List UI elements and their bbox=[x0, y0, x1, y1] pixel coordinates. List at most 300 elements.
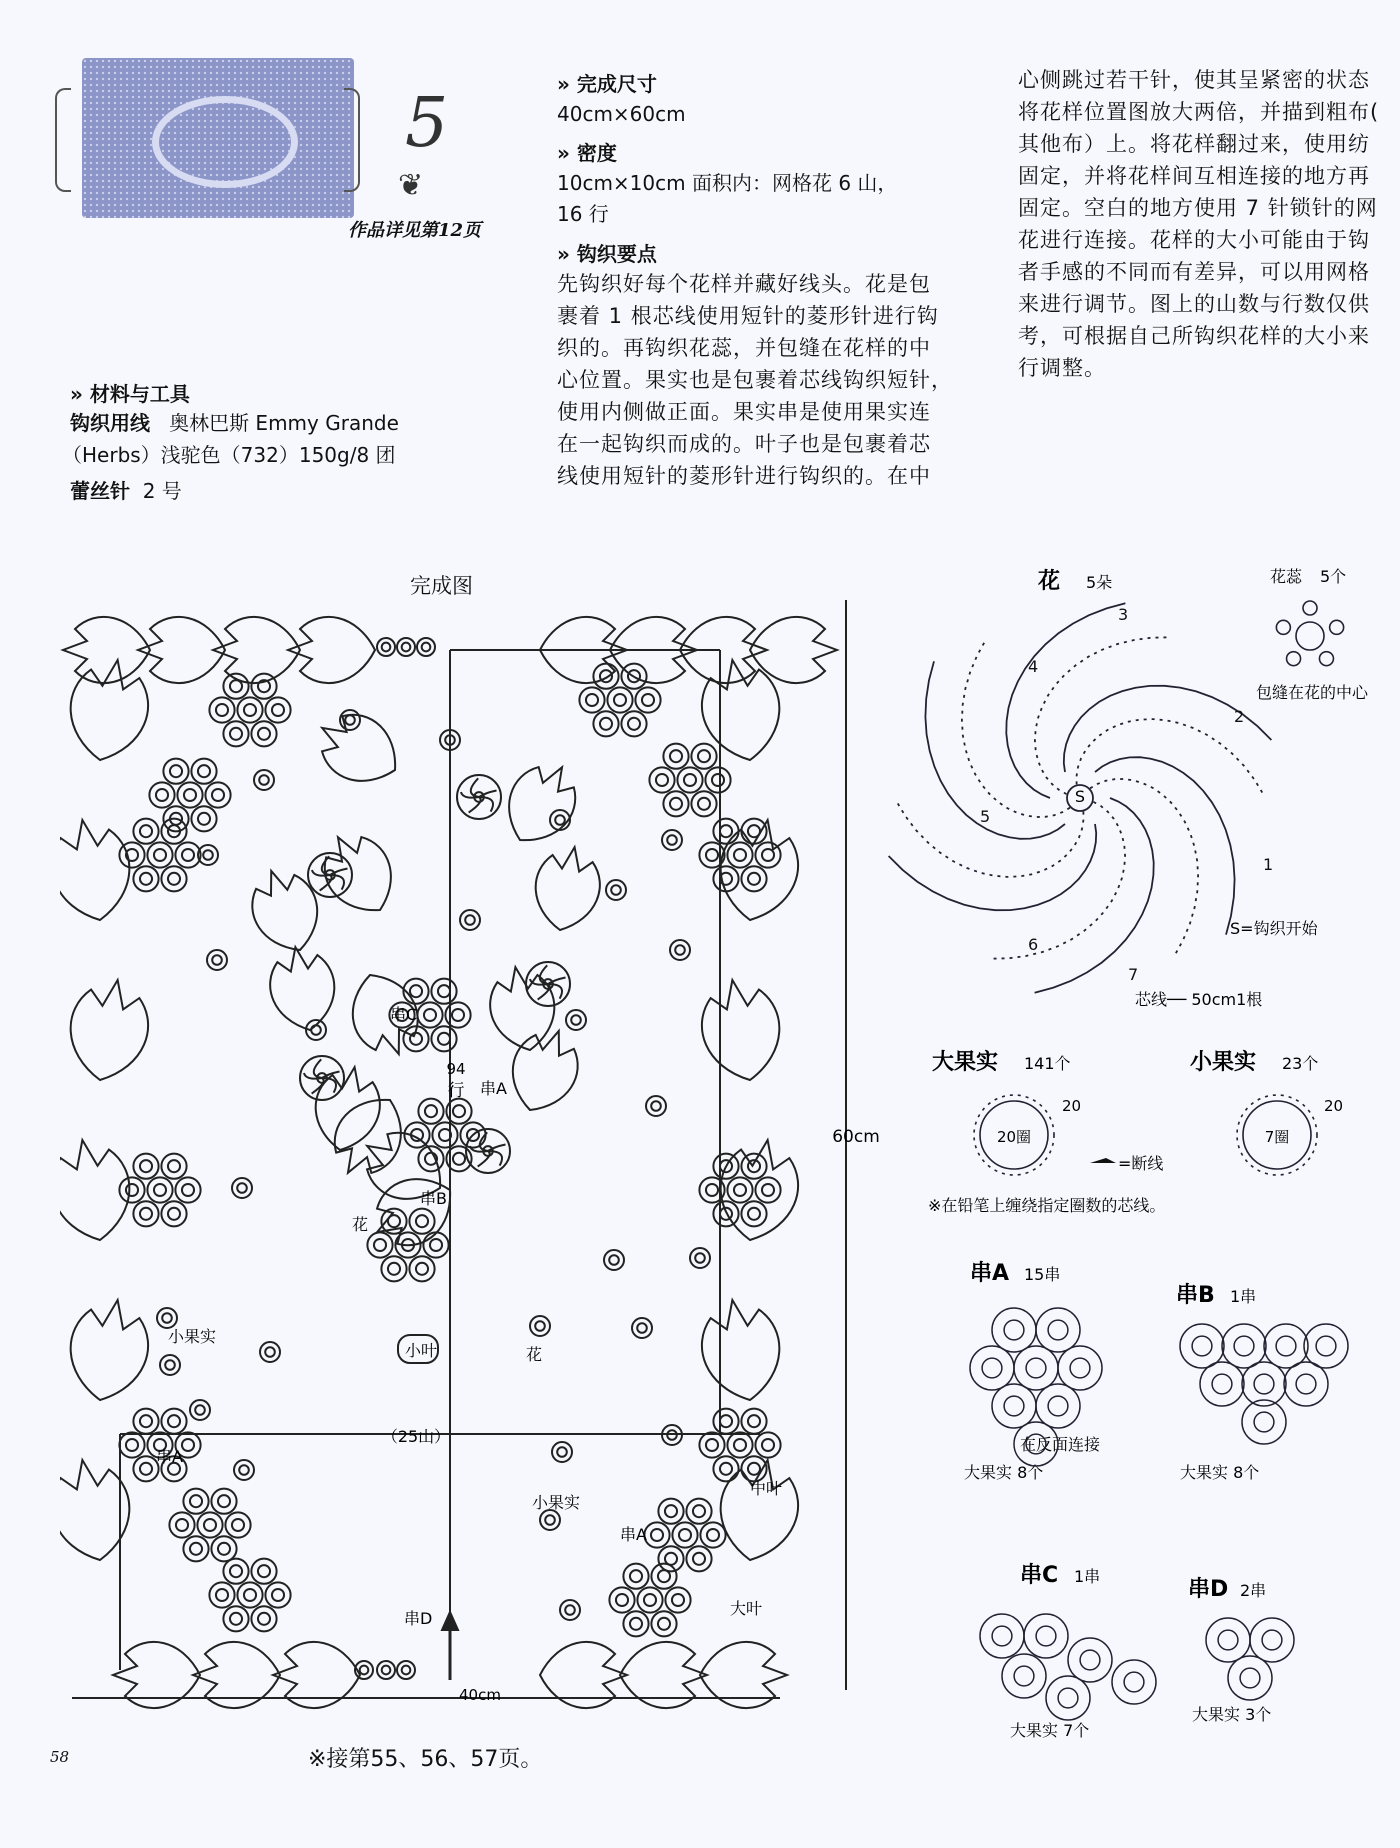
petal-stitches bbox=[1035, 637, 1170, 794]
berry bbox=[161, 1201, 186, 1226]
berry-center bbox=[195, 1405, 205, 1415]
berry bbox=[651, 1564, 676, 1589]
small-fruit bbox=[550, 810, 570, 830]
berry bbox=[665, 1587, 690, 1612]
berry-center bbox=[651, 1101, 661, 1111]
wrap-note: ※在铅笔上缠绕指定圈数的芯线。 bbox=[928, 1196, 1166, 1215]
big-fruit-center bbox=[1014, 1666, 1034, 1686]
berry bbox=[593, 664, 618, 689]
berry-center bbox=[675, 945, 685, 955]
big-fruit-center bbox=[1276, 1336, 1296, 1356]
berry-center bbox=[388, 1263, 400, 1275]
small-fruit bbox=[232, 1178, 252, 1198]
berry bbox=[686, 1546, 711, 1571]
height-label: 60cm bbox=[832, 1127, 880, 1147]
small-fruit bbox=[207, 950, 227, 970]
berry bbox=[649, 767, 674, 792]
label-big-leaf: 大叶 bbox=[730, 1599, 763, 1618]
berry-center bbox=[748, 1463, 760, 1475]
berry bbox=[183, 1536, 208, 1561]
berry-center bbox=[140, 825, 152, 837]
label-chuan-a: 串A bbox=[156, 1447, 183, 1466]
layout-diagram bbox=[60, 590, 880, 1730]
big-fruit bbox=[1068, 1638, 1112, 1682]
mesh-label: （25山） bbox=[381, 1427, 451, 1446]
berry bbox=[205, 782, 230, 807]
berry-center bbox=[382, 643, 391, 652]
berry bbox=[741, 1409, 766, 1434]
berry bbox=[161, 1154, 186, 1179]
small-fruit-count: 23个 bbox=[1282, 1054, 1319, 1073]
berry bbox=[621, 711, 646, 736]
tips-line: 行调整。 bbox=[1018, 356, 1106, 380]
big-fruit bbox=[1036, 1308, 1080, 1352]
stamen-loop bbox=[1287, 652, 1301, 666]
label-chuan-a: 串A bbox=[480, 1079, 507, 1098]
page-reference: 作品详见第12页 bbox=[348, 220, 482, 241]
cluster-charts bbox=[940, 1250, 1400, 1770]
berry bbox=[147, 1177, 172, 1202]
berry bbox=[161, 1409, 186, 1434]
label-chuan-d: 串D bbox=[404, 1609, 433, 1628]
leaf bbox=[62, 1293, 156, 1406]
berry-center bbox=[140, 1160, 152, 1172]
small-fruit bbox=[530, 1316, 550, 1336]
big-fruit-center bbox=[1254, 1412, 1274, 1432]
berry bbox=[432, 1122, 457, 1147]
berry bbox=[251, 721, 276, 746]
berry bbox=[225, 1512, 250, 1537]
berry bbox=[699, 1432, 724, 1457]
berry-center bbox=[259, 775, 269, 785]
berry-center bbox=[748, 1208, 760, 1220]
berry bbox=[149, 782, 174, 807]
continued-note: ※接第55、56、57页。 bbox=[308, 1747, 543, 1772]
berry-center bbox=[402, 1666, 411, 1675]
berry-center bbox=[644, 1594, 656, 1606]
tips-line: 心位置。果实也是包裹着芯线钩织短针， bbox=[557, 368, 953, 392]
small-fruit bbox=[157, 1308, 177, 1328]
berry bbox=[265, 697, 290, 722]
tips-line: 花进行连接。花样的大小可能由于钩 bbox=[1018, 228, 1370, 252]
core-note: 芯线── 50cm1根 bbox=[1135, 990, 1263, 1009]
tips-line: 来进行调节。图上的山数与行数仅供 bbox=[1018, 292, 1370, 316]
berry-center bbox=[230, 1613, 242, 1625]
big-fruit-center bbox=[1080, 1650, 1100, 1670]
big-fruit bbox=[1200, 1362, 1244, 1406]
berry bbox=[755, 842, 780, 867]
diagram-title: 完成图 bbox=[410, 574, 473, 598]
cluster-a-note: 大果实 8个 bbox=[964, 1463, 1044, 1482]
leaf bbox=[310, 821, 407, 926]
small-fruit bbox=[670, 940, 690, 960]
berry-center bbox=[706, 1184, 718, 1196]
berry-center bbox=[184, 789, 196, 801]
cluster-d-title: 串D bbox=[1188, 1577, 1229, 1602]
berry bbox=[163, 759, 188, 784]
berry bbox=[377, 1661, 395, 1679]
big-fruit bbox=[1264, 1324, 1308, 1368]
label-small-fruit: 小果实 bbox=[532, 1493, 581, 1512]
hook-value: 2 号 bbox=[142, 479, 182, 503]
cluster-b-note: 大果实 8个 bbox=[1180, 1463, 1260, 1482]
berry bbox=[691, 791, 716, 816]
berry-center bbox=[140, 1208, 152, 1220]
berry-center bbox=[545, 1515, 555, 1525]
tips-line: 者手感的不同而有差异，可以用网格 bbox=[1018, 260, 1370, 284]
berry bbox=[423, 1232, 448, 1257]
big-fruit-center bbox=[1296, 1374, 1316, 1394]
small-fruit bbox=[646, 1096, 666, 1116]
berry-center bbox=[212, 789, 224, 801]
berry bbox=[191, 759, 216, 784]
stamen-note: 包缝在花的中心 bbox=[1256, 683, 1369, 702]
berry-center bbox=[239, 1465, 249, 1475]
small-fruit bbox=[604, 1250, 624, 1270]
berry-center bbox=[698, 798, 710, 810]
yarn-value: 奥林巴斯 Emmy Grande bbox=[169, 411, 399, 435]
small-fruit bbox=[190, 1400, 210, 1420]
berry bbox=[691, 744, 716, 769]
berry-center bbox=[176, 1519, 188, 1531]
small-fruit bbox=[540, 1510, 560, 1530]
tips-line: 固定，并将花样间互相连接的地方再 bbox=[1018, 164, 1370, 188]
cluster-a-join: 在反面连接 bbox=[1020, 1435, 1101, 1454]
berry bbox=[397, 1661, 415, 1679]
cluster-c-title: 串C bbox=[1020, 1563, 1059, 1588]
big-fruit bbox=[1180, 1324, 1224, 1368]
berry bbox=[741, 866, 766, 891]
berry-center bbox=[230, 1565, 242, 1577]
stamen-count: 5个 bbox=[1320, 567, 1347, 586]
berry-center bbox=[430, 1239, 442, 1251]
berry-center bbox=[198, 765, 210, 777]
berry bbox=[409, 1209, 434, 1234]
label-chuan-a: 串A bbox=[620, 1525, 647, 1544]
berry-center bbox=[465, 915, 475, 925]
berry bbox=[579, 687, 604, 712]
berry-center bbox=[616, 1594, 628, 1606]
berry-center bbox=[535, 1321, 545, 1331]
materials-title: » 材料与工具 bbox=[70, 382, 190, 406]
berry-center bbox=[762, 849, 774, 861]
berry-center bbox=[424, 1009, 436, 1021]
big-fruit bbox=[992, 1308, 1036, 1352]
berry bbox=[161, 866, 186, 891]
berry bbox=[700, 1522, 725, 1547]
berry-center bbox=[203, 850, 213, 860]
petal-outline bbox=[1095, 757, 1235, 935]
berry-center bbox=[212, 955, 222, 965]
berry-center bbox=[140, 873, 152, 885]
big-fruit-center bbox=[1004, 1396, 1024, 1416]
berry-center bbox=[272, 704, 284, 716]
arrow-icon bbox=[442, 1612, 458, 1630]
petal-stitches bbox=[1090, 779, 1198, 956]
berry bbox=[223, 674, 248, 699]
small-fruit-rounds: 7圈 bbox=[1264, 1128, 1290, 1146]
right-bracket bbox=[344, 88, 360, 192]
tips-line: 裹着 1 根芯线使用短针的菱形针进行钩 bbox=[557, 304, 939, 328]
berry-center bbox=[218, 1543, 230, 1555]
berry bbox=[251, 1559, 276, 1584]
big-fruit-center bbox=[1048, 1396, 1068, 1416]
berry-center bbox=[453, 1153, 465, 1165]
berry bbox=[663, 791, 688, 816]
berry bbox=[713, 1456, 738, 1481]
leaf bbox=[60, 813, 138, 926]
berry bbox=[211, 1489, 236, 1514]
tips-line: 固定。空白的地方使用 7 针锁针的网 bbox=[1018, 196, 1378, 220]
berry-center bbox=[402, 643, 411, 652]
berry bbox=[237, 697, 262, 722]
berry bbox=[417, 638, 435, 656]
leaf bbox=[62, 973, 156, 1086]
round-number: 6 bbox=[1028, 935, 1039, 954]
flower-title: 花 bbox=[1038, 569, 1061, 594]
berry bbox=[705, 767, 730, 792]
berry-center bbox=[218, 1495, 230, 1507]
berry-center bbox=[637, 1323, 647, 1333]
cluster-c-note: 大果实 7个 bbox=[1010, 1721, 1090, 1740]
small-fruit-title: 小果实 bbox=[1190, 1050, 1257, 1075]
berry-center bbox=[360, 1666, 369, 1675]
berry bbox=[677, 767, 702, 792]
berry-center bbox=[410, 985, 422, 997]
tips-line: 考，可根据自己所钩织花样的大小来 bbox=[1018, 324, 1370, 348]
cut-mark-icon bbox=[1090, 1158, 1116, 1163]
big-fruit bbox=[1002, 1654, 1046, 1698]
berry-center bbox=[670, 750, 682, 762]
big-fruit-center bbox=[1212, 1374, 1232, 1394]
berry-center bbox=[734, 1184, 746, 1196]
small-fruit bbox=[560, 1600, 580, 1620]
big-fruit-center bbox=[1026, 1358, 1046, 1378]
berry-center bbox=[453, 1105, 465, 1117]
berry-center bbox=[311, 1025, 321, 1035]
big-fruit-center bbox=[1070, 1358, 1090, 1378]
small-fruit bbox=[552, 1442, 572, 1462]
big-fruit bbox=[992, 1384, 1036, 1428]
berry-center bbox=[630, 1618, 642, 1630]
small-fruit bbox=[160, 1355, 180, 1375]
berry bbox=[741, 1154, 766, 1179]
berry-center bbox=[162, 1313, 172, 1323]
berry bbox=[658, 1546, 683, 1571]
berry bbox=[191, 806, 216, 831]
page-number: 58 bbox=[50, 1748, 70, 1766]
berry-center bbox=[425, 1105, 437, 1117]
label-chuan-c: 串C bbox=[390, 1005, 418, 1024]
big-fruit-stitches: 20 bbox=[1062, 1097, 1082, 1115]
berry bbox=[607, 687, 632, 712]
berry-center bbox=[684, 774, 696, 786]
tips-line: 织的。再钩织花蕊，并包缝在花样的中 bbox=[557, 336, 931, 360]
berry bbox=[593, 711, 618, 736]
berry-center bbox=[244, 704, 256, 716]
berry-center bbox=[658, 1570, 670, 1582]
berry-center bbox=[672, 1594, 684, 1606]
flourish-icon: ❦ bbox=[398, 168, 424, 203]
label-small-fruit: 小果实 bbox=[168, 1327, 217, 1346]
berry-center bbox=[258, 1613, 270, 1625]
berry bbox=[672, 1522, 697, 1547]
big-fruit-center bbox=[1240, 1668, 1260, 1688]
berry-center bbox=[651, 1529, 663, 1541]
berry bbox=[727, 1177, 752, 1202]
berry-center bbox=[695, 1253, 705, 1263]
berry-center bbox=[720, 1463, 732, 1475]
berry-center bbox=[656, 774, 668, 786]
stamen-loop bbox=[1330, 620, 1344, 634]
tips-line: 将花样位置图放大两倍，并描到粗布( bbox=[1018, 100, 1380, 124]
berry-center bbox=[126, 1184, 138, 1196]
berry bbox=[623, 1564, 648, 1589]
berry-center bbox=[190, 1543, 202, 1555]
berry-center bbox=[630, 1570, 642, 1582]
berry bbox=[418, 1099, 443, 1124]
berry bbox=[223, 1606, 248, 1631]
berry-center bbox=[571, 1015, 581, 1025]
leaf bbox=[694, 973, 788, 1086]
berry-center bbox=[734, 1439, 746, 1451]
leaf bbox=[492, 751, 589, 856]
small-fruit bbox=[632, 1318, 652, 1338]
berry bbox=[175, 842, 200, 867]
small-fruit bbox=[566, 1010, 586, 1030]
berry bbox=[147, 842, 172, 867]
big-fruit-count: 141个 bbox=[1024, 1054, 1071, 1073]
flower-chart bbox=[880, 560, 1400, 1020]
berry bbox=[265, 1582, 290, 1607]
stamen-loop bbox=[1303, 601, 1317, 615]
berry bbox=[663, 744, 688, 769]
leaf bbox=[306, 700, 411, 797]
berry bbox=[658, 1499, 683, 1524]
berry-center bbox=[156, 789, 168, 801]
yarn-line bbox=[70, 408, 399, 439]
small-fruit bbox=[460, 910, 480, 930]
cluster-d-count: 2串 bbox=[1240, 1581, 1267, 1600]
leaf bbox=[694, 1293, 788, 1406]
big-fruit-center bbox=[1234, 1336, 1254, 1356]
big-fruit-center bbox=[992, 1626, 1012, 1646]
berry-center bbox=[600, 718, 612, 730]
berry-center bbox=[244, 1589, 256, 1601]
small-fruit bbox=[260, 1342, 280, 1362]
berry-center bbox=[452, 1009, 464, 1021]
leaf bbox=[694, 653, 788, 766]
berry-center bbox=[665, 1505, 677, 1517]
berry bbox=[133, 1409, 158, 1434]
berry-center bbox=[748, 873, 760, 885]
width-label: 40cm bbox=[459, 1686, 501, 1704]
tips-line: 心侧跳过若干针，使其呈紧密的状态 bbox=[1018, 68, 1370, 92]
berry bbox=[251, 674, 276, 699]
finished-size-title: » 完成尺寸 bbox=[557, 72, 657, 96]
berry-center bbox=[182, 849, 194, 861]
petal-stitches bbox=[1077, 719, 1264, 795]
leaf bbox=[529, 842, 607, 936]
gauge-title: » 密度 bbox=[557, 141, 617, 165]
cut-note: =断线 bbox=[1118, 1154, 1164, 1173]
berry-center bbox=[216, 704, 228, 716]
berry-center bbox=[140, 1463, 152, 1475]
berry-center bbox=[642, 694, 654, 706]
berry-center bbox=[748, 1415, 760, 1427]
left-bracket bbox=[55, 88, 71, 192]
big-fruit-center bbox=[1124, 1672, 1144, 1692]
berry bbox=[209, 697, 234, 722]
yarn-color: （Herbs）浅驼色（732）150g/8 团 bbox=[62, 443, 396, 467]
project-thumbnail bbox=[82, 58, 354, 218]
berry-center bbox=[706, 1439, 718, 1451]
berry-center bbox=[232, 1519, 244, 1531]
fruit-charts bbox=[920, 1035, 1400, 1225]
berry-center bbox=[693, 1553, 705, 1565]
big-fruit-center bbox=[1004, 1320, 1024, 1340]
berry-center bbox=[258, 728, 270, 740]
berry bbox=[183, 1489, 208, 1514]
big-fruit-center bbox=[1058, 1688, 1078, 1708]
berry bbox=[175, 1177, 200, 1202]
leaf bbox=[712, 1133, 806, 1246]
petal-stitches bbox=[962, 640, 1070, 817]
berry-center bbox=[216, 1589, 228, 1601]
gauge-value-1: 10cm×10cm 面积内：网格花 6 山， bbox=[557, 171, 898, 195]
leaf bbox=[712, 813, 806, 926]
big-fruit bbox=[1024, 1614, 1068, 1658]
leaf bbox=[309, 1062, 387, 1156]
big-fruit-title: 大果实 bbox=[932, 1050, 999, 1075]
stamen-loop bbox=[1276, 620, 1290, 634]
berry bbox=[119, 842, 144, 867]
berry-center bbox=[734, 849, 746, 861]
berry bbox=[431, 979, 456, 1004]
berry bbox=[381, 1256, 406, 1281]
petal-outline bbox=[1006, 603, 1125, 798]
berry-center bbox=[374, 1239, 386, 1251]
tips-line: 先钩织好每个花样并藏好线头。花是包 bbox=[557, 272, 931, 296]
berry-center bbox=[190, 1495, 202, 1507]
berry-center bbox=[258, 1565, 270, 1577]
finished-size-value: 40cm×60cm bbox=[557, 102, 686, 126]
berry bbox=[755, 1432, 780, 1457]
round-number: 1 bbox=[1263, 855, 1274, 874]
berry-center bbox=[762, 1184, 774, 1196]
berry bbox=[133, 866, 158, 891]
berry-center bbox=[693, 1505, 705, 1517]
berry bbox=[635, 687, 660, 712]
berry bbox=[397, 638, 415, 656]
berry-center bbox=[182, 1439, 194, 1451]
berry bbox=[133, 1154, 158, 1179]
work-number: 5 bbox=[405, 84, 449, 163]
big-fruit bbox=[1046, 1676, 1090, 1720]
start-note: S=钩织开始 bbox=[1230, 919, 1318, 938]
berry-center bbox=[555, 815, 565, 825]
berry-center bbox=[611, 885, 621, 895]
gauge-value-2: 16 行 bbox=[557, 202, 609, 226]
petal-outline bbox=[925, 661, 1065, 839]
berry bbox=[133, 1201, 158, 1226]
tips-title: » 钩织要点 bbox=[557, 242, 657, 266]
berry bbox=[741, 819, 766, 844]
berry-center bbox=[762, 1439, 774, 1451]
small-fruit bbox=[606, 880, 626, 900]
tips-line: 线使用短针的菱形针进行钩织的。在中 bbox=[557, 464, 931, 488]
berry-center bbox=[230, 680, 242, 692]
